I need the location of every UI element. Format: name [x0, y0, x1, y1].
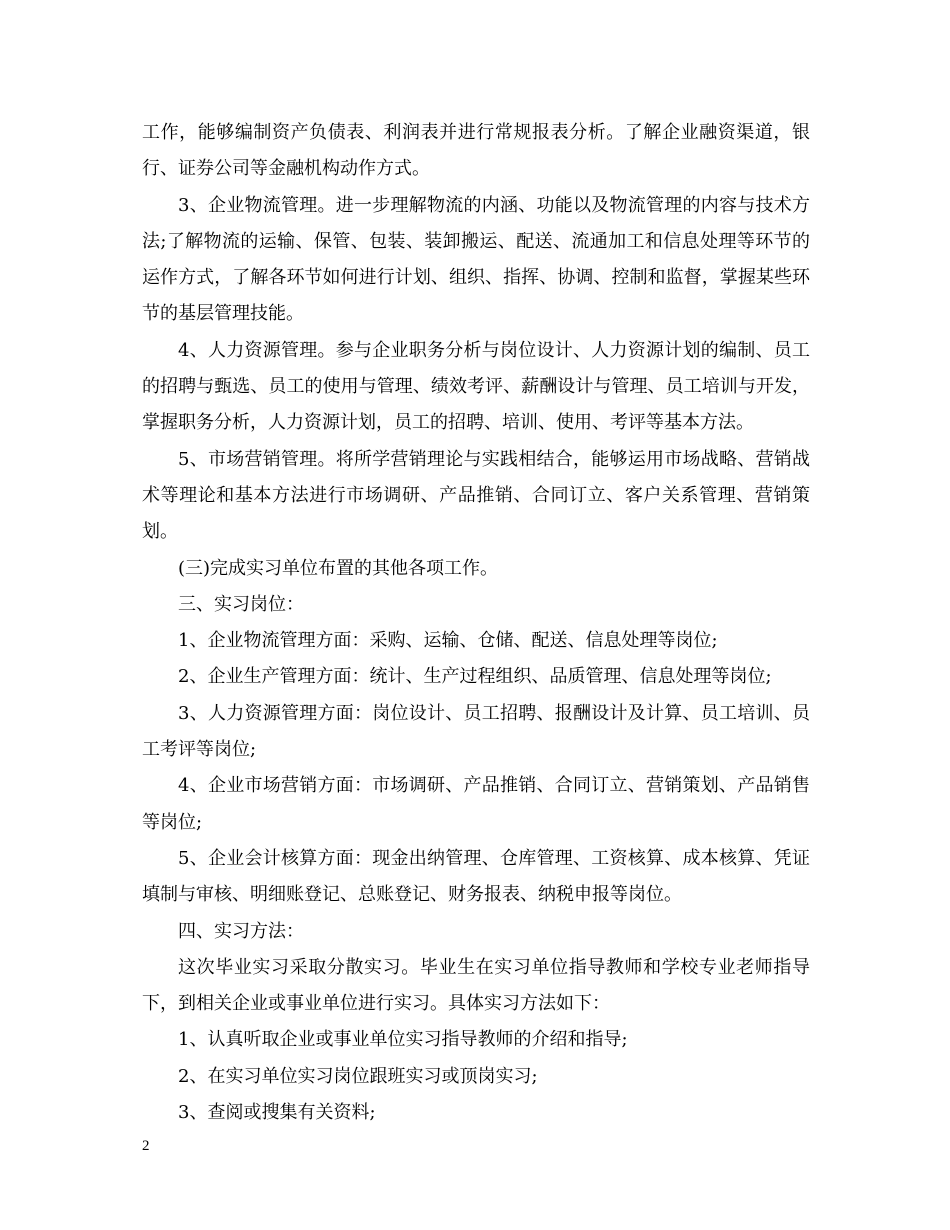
paragraph-other-tasks: (三)完成实习单位布置的其他各项工作。 [178, 557, 499, 579]
list-item-position-accounting: 5、企业会计核算方面：现金出纳管理、仓库管理、工资核算、成本核算、凭证填制与审核、明细账登记、总账登记、财务报表、纳税申报等岗位。 [142, 847, 810, 906]
list-item-method-1: 1、认真听取企业或事业单位实习指导教师的介绍和指导; [178, 1029, 628, 1051]
list-item-method-3: 3、查阅或搜集有关资料; [178, 1102, 376, 1124]
paragraph-continuation: 工作，能够编制资产负债表、利润表并进行常规报表分析。了解企业融资渠道，银行、证券公司等金融机构动作方式。 [142, 122, 810, 180]
paragraph-marketing-management: 5、市场营销管理。将所学营销理论与实践相结合，能够运用市场战略、营销战术等理论和基本方法进行市场调研、产品推销、合同订立、客户关系管理、营销策划。 [142, 448, 810, 543]
page-number: 2 [142, 1138, 150, 1154]
list-item-position-hr: 3、人力资源管理方面：岗位设计、员工招聘、报酬设计及计算、员工培训、员工考评等岗位; [142, 702, 810, 761]
section-heading-methods: 四、实习方法： [178, 920, 304, 942]
section-heading-positions: 三、实习岗位： [178, 593, 304, 615]
list-item-position-marketing: 4、企业市场营销方面：市场调研、产品推销、合同订立、营销策划、产品销售等岗位; [142, 775, 810, 833]
paragraph-logistics-management: 3、企业物流管理。进一步理解物流的内涵、功能以及物流管理的内容与技术方法;了解物流的运输、保管、包装、装卸搬运、配送、流通加工和信息处理等环节的运作方式，了解各环节如何进行计划、组织、指挥、协调、控制和监督，掌握某些环节的基层管理技能。 [142, 194, 810, 325]
document-body [142, 115, 810, 1131]
list-item-method-2: 2、在实习单位实习岗位跟班实习或顶岗实习; [178, 1065, 538, 1087]
paragraph-methods-intro: 这次毕业实习采取分散实习。毕业生在实习单位指导教师和学校专业老师指导下，到相关企业或事业单位进行实习。具体实习方法如下： [142, 956, 810, 1015]
list-item-position-logistics: 1、企业物流管理方面：采购、运输、仓储、配送、信息处理等岗位; [178, 630, 718, 652]
list-item-position-production: 2、企业生产管理方面：统计、生产过程组织、品质管理、信息处理等岗位; [178, 666, 772, 688]
paragraph-hr-management: 4、人力资源管理。参与企业职务分析与岗位设计、人力资源计划的编制、员工的招聘与甄选、员工的使用与管理、绩效考评、薪酬设计与管理、员工培训与开发，掌握职务分析，人力资源计划，员工的招聘、培训、使用、考评等基本方法。 [142, 339, 810, 434]
